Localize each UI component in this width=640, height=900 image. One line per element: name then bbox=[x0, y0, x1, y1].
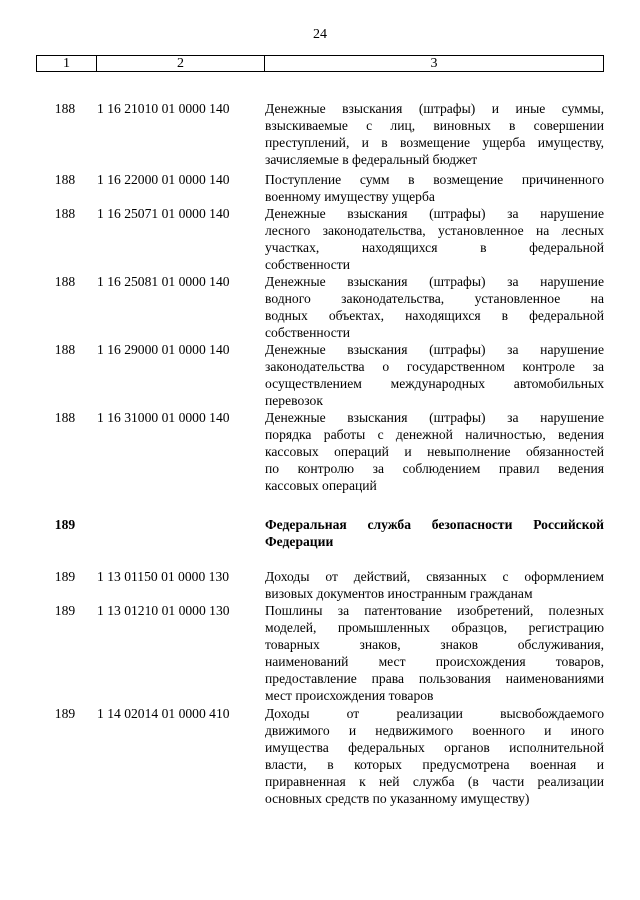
description-line: Денежные взыскания (штрафы) за нарушение bbox=[265, 274, 604, 289]
budget-classification-code: 1 16 22000 01 0000 140 bbox=[97, 172, 230, 187]
description-line: имущества федеральных органов исполнительной bbox=[265, 740, 604, 755]
revenue-description bbox=[265, 602, 604, 704]
description-line: водного законодательства, установленное на bbox=[265, 291, 604, 306]
revenue-description bbox=[265, 409, 604, 494]
revenue-description bbox=[265, 100, 604, 168]
header-col-1: 1 bbox=[37, 56, 97, 71]
admin-code: 188 bbox=[54, 206, 76, 221]
header-col-3: 3 bbox=[430, 56, 438, 71]
description-line: участках, находящихся в федеральной bbox=[265, 240, 604, 255]
header-col-2: 2 bbox=[97, 56, 265, 71]
budget-classification-code: 1 16 21010 01 0000 140 bbox=[97, 101, 230, 116]
description-line: приравненная к ней служба (в части реализации bbox=[265, 774, 604, 789]
admin-code: 189 bbox=[54, 569, 76, 584]
description-line: товарных знаков, знаков обслуживания, bbox=[265, 637, 604, 652]
revenue-description bbox=[265, 205, 604, 273]
description-line: Пошлины за патентование изобретений, полезных bbox=[265, 603, 604, 618]
description-line: предоставление права пользования наименованиями bbox=[265, 671, 604, 686]
admin-code: 188 bbox=[54, 274, 76, 289]
table-header bbox=[36, 55, 604, 72]
revenue-description bbox=[265, 341, 604, 409]
description-line: Доходы от действий, связанных с оформлением bbox=[265, 569, 604, 584]
description-line: Федерации bbox=[265, 534, 334, 549]
description-line: Денежные взыскания (штрафы) и иные суммы, bbox=[265, 101, 604, 116]
description-line: по контролю за соблюдением правил ведения bbox=[265, 461, 604, 476]
budget-classification-code: 1 16 29000 01 0000 140 bbox=[97, 342, 230, 357]
description-line: Поступление сумм в возмещение причиненного bbox=[265, 172, 604, 187]
admin-code: 189 bbox=[54, 517, 76, 532]
description-line: наименований мест происхождения товаров, bbox=[265, 654, 604, 669]
description-line: основных средств по указанному имуществу) bbox=[265, 791, 530, 806]
description-line: Денежные взыскания (штрафы) за нарушение bbox=[265, 410, 604, 425]
revenue-description bbox=[265, 705, 604, 807]
description-line: моделей, промышленных образцов, регистрацию bbox=[265, 620, 604, 635]
page-number: 24 bbox=[313, 27, 327, 42]
budget-classification-code: 1 13 01210 01 0000 130 bbox=[97, 603, 230, 618]
admin-code: 188 bbox=[54, 172, 76, 187]
revenue-description bbox=[265, 171, 604, 205]
description-line: визовых документов иностранным гражданам bbox=[265, 586, 533, 601]
budget-classification-code: 1 13 01150 01 0000 130 bbox=[97, 569, 230, 584]
budget-classification-code: 1 14 02014 01 0000 410 bbox=[97, 706, 230, 721]
description-line: движимого и недвижимого военного и иного bbox=[265, 723, 604, 738]
admin-code: 189 bbox=[54, 706, 76, 721]
description-line: порядка работы с денежной наличностью, ведения bbox=[265, 427, 604, 442]
admin-code: 189 bbox=[54, 603, 76, 618]
description-line: взыскиваемые с лиц, виновных в совершении bbox=[265, 118, 604, 133]
description-line: Денежные взыскания (штрафы) за нарушение bbox=[265, 206, 604, 221]
revenue-description bbox=[265, 568, 604, 602]
description-line: кассовых операций bbox=[265, 478, 377, 493]
description-line: лесного законодательства, установленное на лесных bbox=[265, 223, 604, 238]
admin-code: 188 bbox=[54, 101, 76, 116]
description-line: преступлений, и в возмещение ущерба имуществу, bbox=[265, 135, 604, 150]
budget-classification-code: 1 16 31000 01 0000 140 bbox=[97, 410, 230, 425]
budget-classification-code: 1 16 25081 01 0000 140 bbox=[97, 274, 230, 289]
revenue-description bbox=[265, 273, 604, 341]
description-line: власти, в которых предусмотрена военная и bbox=[265, 757, 604, 772]
description-line: водных объектах, находящихся в федеральной bbox=[265, 308, 604, 323]
description-line: собственности bbox=[265, 257, 351, 272]
admin-code: 188 bbox=[54, 342, 76, 357]
description-line: перевозок bbox=[265, 393, 323, 408]
description-line: Доходы от реализации высвобождаемого bbox=[265, 706, 604, 721]
description-line: мест происхождения товаров bbox=[265, 688, 434, 703]
budget-classification-code: 1 16 25071 01 0000 140 bbox=[97, 206, 230, 221]
description-line: Федеральная служба безопасности Российской bbox=[265, 517, 604, 532]
description-line: зачисляемые в федеральный бюджет bbox=[265, 152, 478, 167]
section-title bbox=[265, 516, 604, 550]
description-line: законодательства о государственном контроле за bbox=[265, 359, 604, 374]
description-line: военному имуществу ущерба bbox=[265, 189, 435, 204]
description-line: Денежные взыскания (штрафы) за нарушение bbox=[265, 342, 604, 357]
description-line: собственности bbox=[265, 325, 351, 340]
description-line: кассовых операций и невыполнение обязанностей bbox=[265, 444, 604, 459]
admin-code: 188 bbox=[54, 410, 76, 425]
description-line: осуществлением международных автомобильных bbox=[265, 376, 604, 391]
